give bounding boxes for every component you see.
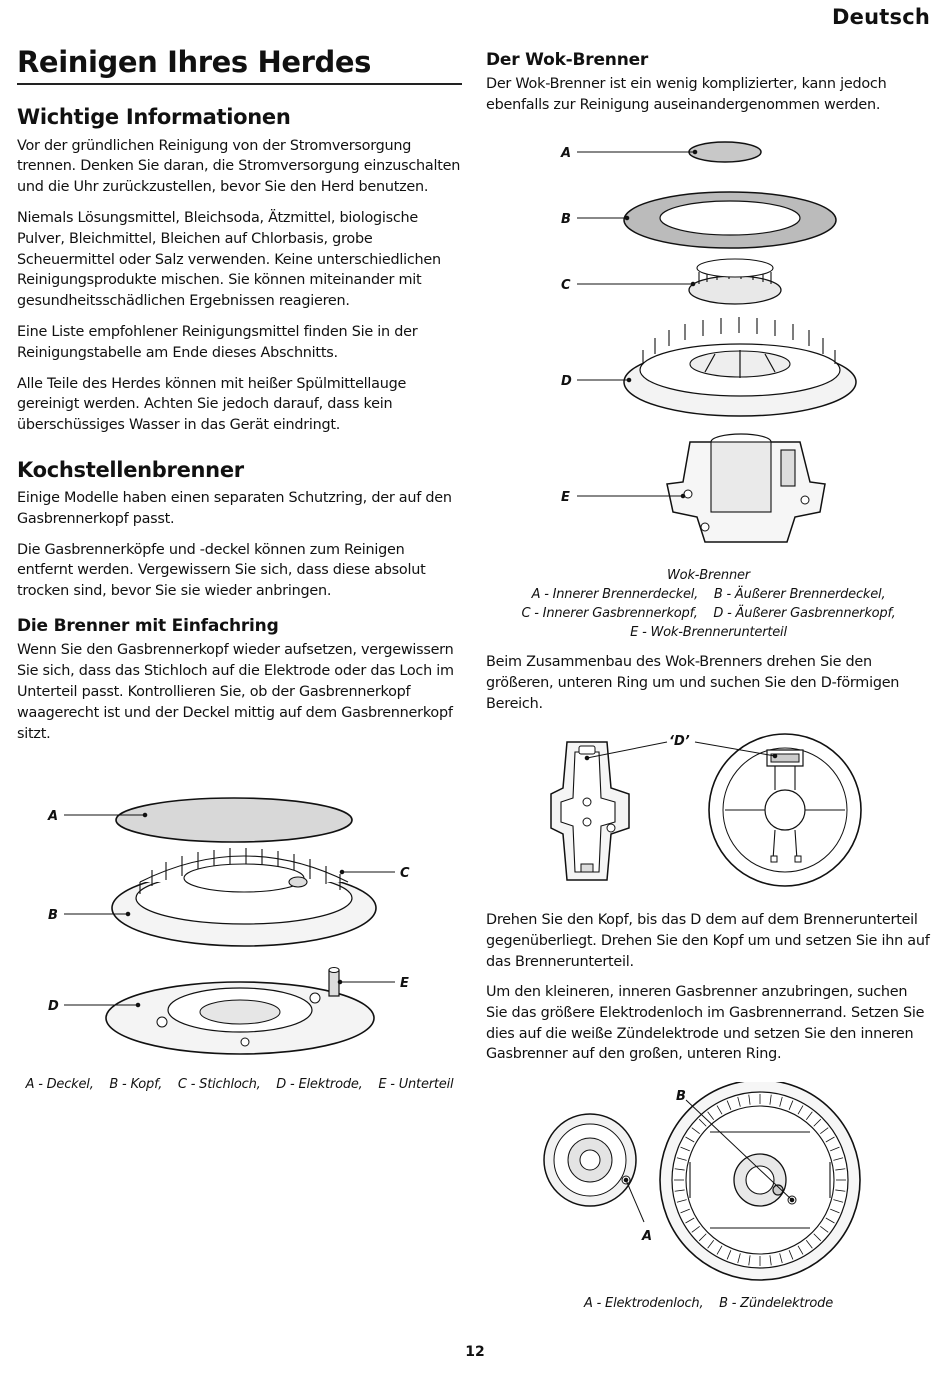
left-column xyxy=(17,46,462,754)
label-c: C xyxy=(400,866,410,881)
label-d: D xyxy=(48,999,59,1014)
paragraph: Die Gasbrennerköpfe und -deckel können zum Reinigen entfernt werden. Vergewissern Sie sich, dass diese absolut trocken sind, bevor Sie sie wieder anbringen. xyxy=(17,541,426,600)
caption-line: E - Wok-Brennerunterteil xyxy=(630,625,787,640)
d-shaped-area-diagram xyxy=(545,728,885,893)
caption-line: C - Innerer Gasbrennerkopf, D - Äußerer Gasbrennerkopf, xyxy=(521,606,896,621)
paragraph: Um den kleineren, inneren Gasbrenner anzubringen, suchen Sie das größere Elektrodenloch im Gasbrennerrand. Setzen Sie dies auf die weiße Zündelektrode und setzen Sie den inneren Gasbrenner auf den großen, unteren Ring. xyxy=(486,984,925,1063)
caption-line: Wok-Brenner xyxy=(667,568,750,583)
section-heading-single-ring-burners: Die Brenner mit Einfachring xyxy=(17,616,279,637)
label-e: E xyxy=(400,976,409,991)
paragraph: Vor der gründlichen Reinigung von der Stromversorgung trennen. Denken Sie daran, die Stromversorgung einzuschalten und die Uhr zurückzustellen, bevor Sie den Herd benutzen. xyxy=(17,137,461,196)
label-a: A xyxy=(48,809,59,824)
wok-burner-diagram xyxy=(555,132,865,557)
paragraph: Niemals Lösungsmittel, Bleichsoda, Ätzmittel, biologische Pulver, Bleichmittel, Bleichen auf Chlorbasis, grobe Scheuermittel oder Salz verwenden. Keine unterschiedlichen Reinigungsprodukte mischen. Sie können miteinander mit gesundheitsschädlichen Ergebnissen reagieren. xyxy=(17,209,441,310)
label-a: A xyxy=(561,146,572,161)
paragraph: Der Wok-Brenner ist ein wenig komplizierter, kann jedoch ebenfalls zur Reinigung auseinandergenommen werden. xyxy=(486,76,887,114)
paragraph: Eine Liste empfohlener Reinigungsmittel finden Sie in der Reinigungstabelle am Ende dieses Abschnitts. xyxy=(17,323,418,361)
single-ring-burner-diagram xyxy=(40,790,440,1055)
paragraph: Drehen Sie den Kopf, bis das D dem auf dem Brennerunterteil gegenüberliegt. Drehen Sie den Kopf um und setzen Sie ihn auf das Brennerunterteil. xyxy=(486,912,930,970)
paragraph: Alle Teile des Herdes können mit heißer Spülmittellauge gereinigt werden. Achten Sie jedoch darauf, dass kein überschüssiges Wasser in das Gerät eindringt. xyxy=(17,375,407,434)
label-d-shape: ‘D’ xyxy=(669,734,690,749)
paragraph: Einige Modelle haben einen separaten Schutzring, der auf den Gasbrennerkopf passt. xyxy=(17,490,452,527)
figure4-caption: A - Elektrodenloch, B - Zündelektrode xyxy=(584,1296,833,1311)
paragraph: Beim Zusammenbau des Wok-Brenners drehen Sie den größeren, unteren Ring um und suchen Sie den D-förmigen Bereich. xyxy=(486,654,900,712)
figure2-caption xyxy=(486,566,931,642)
section-heading-hob-burners: Kochstellenbrenner xyxy=(17,457,244,482)
page-title: Reinigen Ihres Herdes xyxy=(17,46,462,85)
electrode-hole-diagram xyxy=(540,1082,880,1287)
right-column xyxy=(486,50,931,126)
label-b: B xyxy=(676,1089,686,1104)
label-a: A xyxy=(642,1229,653,1244)
label-b: B xyxy=(48,908,58,923)
paragraph: Wenn Sie den Gasbrennerkopf wieder aufsetzen, vergewissern Sie sich, dass das Stichloch auf die Elektrode oder das Loch im Unterteil passt. Kontrollieren Sie, ob der Gasbrennerkopf waagerecht ist und der Deckel mittig auf dem Gasbrennerkopf sitzt. xyxy=(17,642,454,742)
section-heading-wok-burner: Der Wok-Brenner xyxy=(486,50,649,70)
language-label: Deutsch xyxy=(832,5,930,29)
label-d: D xyxy=(561,374,572,389)
caption-line: A - Innerer Brennerdeckel, B - Äußerer Brennerdeckel, xyxy=(531,587,886,602)
label-b: B xyxy=(561,212,571,227)
label-c: C xyxy=(561,278,571,293)
page-number: 12 xyxy=(465,1344,485,1360)
section-heading-important-info: Wichtige Informationen xyxy=(17,105,291,130)
label-e: E xyxy=(561,490,570,505)
figure1-caption: A - Deckel, B - Kopf, C - Stichloch, D - Elektrode, E - Unterteil xyxy=(25,1077,454,1092)
